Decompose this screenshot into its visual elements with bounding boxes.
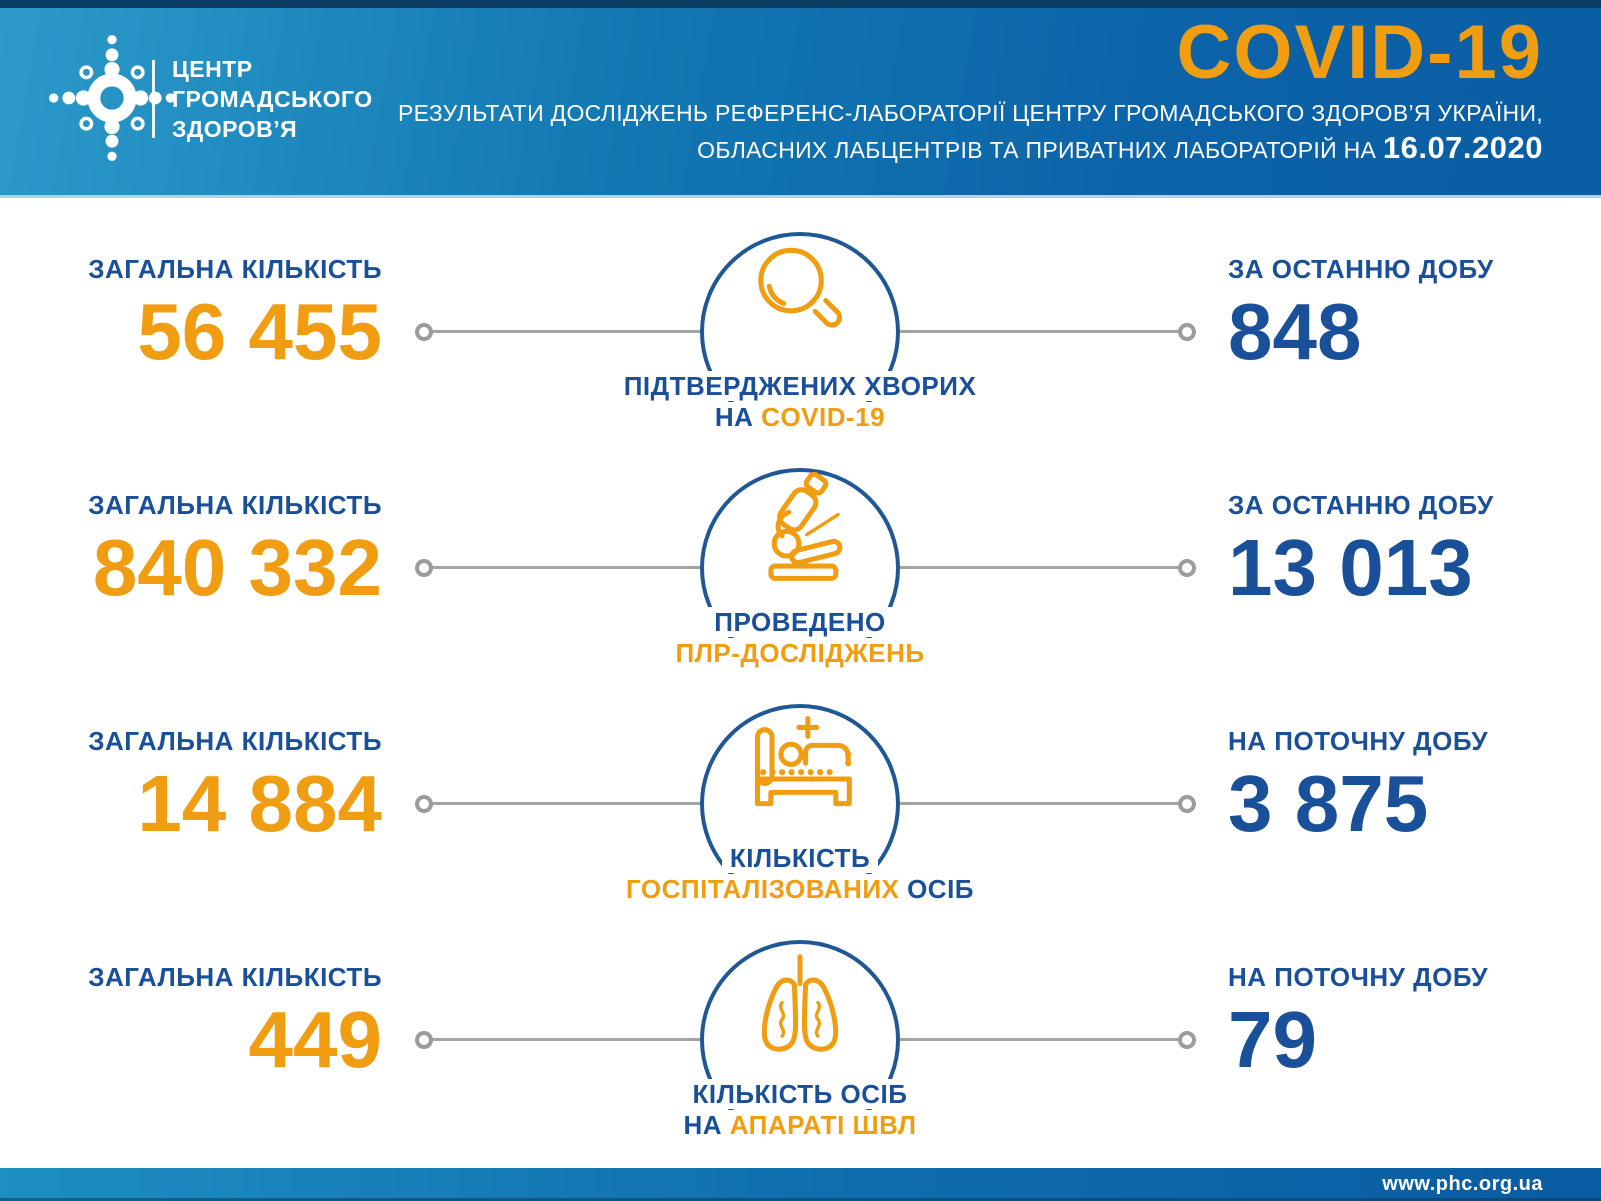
hospital-bed-icon bbox=[744, 714, 856, 826]
header-banner bbox=[0, 0, 1601, 198]
website-url: www.phc.org.ua bbox=[1382, 1173, 1543, 1195]
connector-end-ring bbox=[1178, 559, 1196, 577]
logo-line2: ГРОМАДСЬКОГО bbox=[172, 86, 373, 112]
logo-text bbox=[172, 54, 373, 144]
total-label: ЗАГАЛЬНА КІЛЬКІСТЬ bbox=[88, 726, 382, 756]
circle-caption-line2 bbox=[500, 402, 1100, 432]
caption-text: ГОСПІТАЛІЗОВАНИХ ОСІБ bbox=[618, 874, 982, 904]
caption-text: НА АПАРАТІ ШВЛ bbox=[675, 1110, 924, 1140]
stat-row-hospitalized bbox=[0, 684, 1601, 924]
circle-caption-line1 bbox=[500, 1079, 1100, 1109]
total-value: 840 332 bbox=[92, 523, 382, 612]
period-label: ЗА ОСТАННЮ ДОБУ bbox=[1228, 254, 1494, 284]
phc-logo-icon bbox=[42, 28, 182, 168]
circle-caption-line1 bbox=[500, 371, 1100, 401]
circle-caption-line1 bbox=[500, 607, 1100, 637]
total-value: 449 bbox=[248, 995, 382, 1084]
logo-line1: ЦЕНТР bbox=[172, 56, 253, 82]
logo-divider bbox=[152, 60, 155, 138]
header-subtitle-line2 bbox=[697, 128, 1543, 170]
page-title: COVID-19 bbox=[1176, 10, 1543, 95]
caption-text: НА COVID-19 bbox=[707, 402, 893, 432]
stat-row-pcr-tests bbox=[0, 448, 1601, 688]
report-date: 16.07.2020 bbox=[1382, 130, 1543, 165]
logo-line3: ЗДОРОВ’Я bbox=[172, 116, 298, 142]
header-bottom-line bbox=[0, 195, 1601, 198]
caption-text: ПЛР-ДОСЛІДЖЕНЬ bbox=[667, 638, 932, 668]
caption-text: КІЛЬКІСТЬ bbox=[722, 843, 878, 873]
period-value: 79 bbox=[1228, 995, 1317, 1084]
total-value: 14 884 bbox=[137, 759, 382, 848]
caption-text: КІЛЬКІСТЬ ОСІБ bbox=[685, 1079, 916, 1109]
period-value: 848 bbox=[1228, 287, 1362, 376]
connector-end-ring bbox=[1178, 795, 1196, 813]
total-label: ЗАГАЛЬНА КІЛЬКІСТЬ bbox=[88, 962, 382, 992]
period-label: НА ПОТОЧНУ ДОБУ bbox=[1228, 962, 1489, 992]
connector-end-ring bbox=[415, 559, 433, 577]
stat-row-ventilators bbox=[0, 920, 1601, 1160]
period-value: 13 013 bbox=[1228, 523, 1473, 612]
connector-end-ring bbox=[1178, 323, 1196, 341]
connector-end-ring bbox=[1178, 1031, 1196, 1049]
header-subtitle-line1: РЕЗУЛЬТАТИ ДОСЛІДЖЕНЬ РЕФЕРЕНС-ЛАБОРАТОРІЇ ЦЕНТРУ ГРОМАДСЬКОГО ЗДОРОВ’Я УКРАЇНИ, bbox=[397, 100, 1543, 126]
circle-caption-line2 bbox=[500, 874, 1100, 904]
period-value: 3 875 bbox=[1228, 759, 1429, 848]
header-top-strip bbox=[0, 0, 1601, 8]
period-label: НА ПОТОЧНУ ДОБУ bbox=[1228, 726, 1489, 756]
header-subtitle-line2-text: ОБЛАСНИХ ЛАБЦЕНТРІВ ТА ПРИВАТНИХ ЛАБОРАТОРІЙ НА bbox=[697, 137, 1383, 163]
footer-bar bbox=[0, 1168, 1601, 1201]
caption-text: ПРОВЕДЕНО bbox=[706, 607, 893, 637]
caption-text: ПІДТВЕРДЖЕНИХ ХВОРИХ bbox=[616, 371, 985, 401]
lungs-icon bbox=[744, 950, 856, 1062]
connector-end-ring bbox=[415, 795, 433, 813]
circle-caption-line2 bbox=[500, 638, 1100, 668]
total-label: ЗАГАЛЬНА КІЛЬКІСТЬ bbox=[88, 490, 382, 520]
circle-caption-line1 bbox=[500, 843, 1100, 873]
microscope-icon bbox=[744, 472, 856, 584]
stat-row-confirmed-cases bbox=[0, 212, 1601, 452]
connector-end-ring bbox=[415, 323, 433, 341]
period-label: ЗА ОСТАННЮ ДОБУ bbox=[1228, 490, 1494, 520]
total-label: ЗАГАЛЬНА КІЛЬКІСТЬ bbox=[88, 254, 382, 284]
magnifier-icon bbox=[744, 238, 856, 350]
circle-caption-line2 bbox=[500, 1110, 1100, 1140]
connector-end-ring bbox=[415, 1031, 433, 1049]
total-value: 56 455 bbox=[137, 287, 382, 376]
